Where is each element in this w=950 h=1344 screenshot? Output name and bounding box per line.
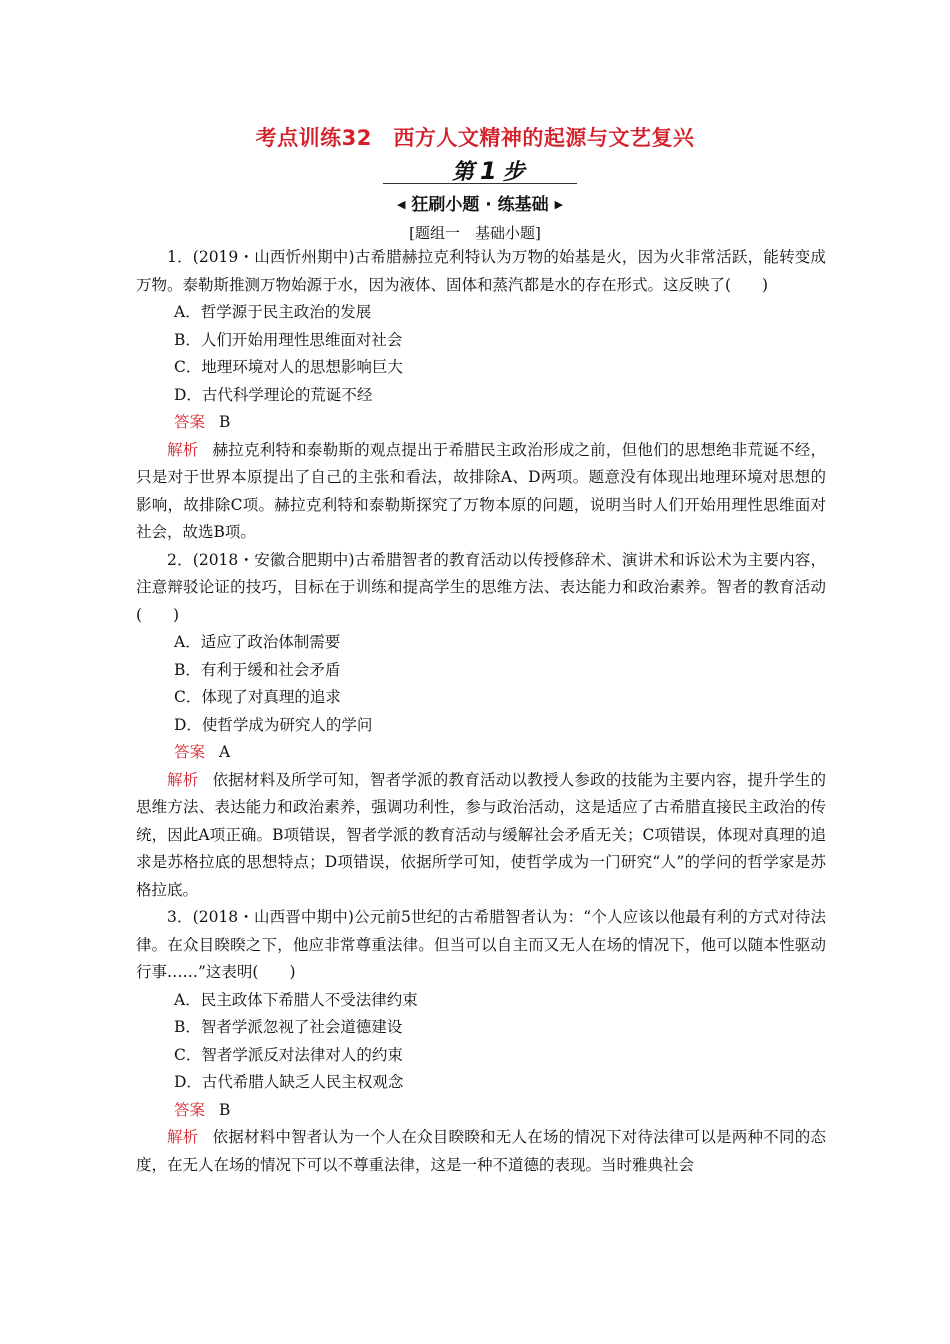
step-divider: [383, 183, 577, 184]
question-item: [136, 547, 826, 905]
answer-label: 答案: [174, 1100, 206, 1119]
question-stem: 1．(2019・山西忻州期中)古希腊赫拉克利特认为万物的始基是火，因为火非常活跃，能转变成万物。泰勒斯推测万物始源于水，因为液体、固体和蒸汽都是水的存在形式。这反映了( ): [136, 248, 826, 294]
option-b: B．智者学派忽视了社会道德建设: [174, 1018, 403, 1036]
step-number: 1: [480, 157, 501, 185]
step-suffix: 步: [502, 160, 529, 185]
step-prefix: 第: [452, 160, 479, 185]
step-subtitle: [383, 190, 577, 215]
question-stem: 3．(2018・山西晋中期中)公元前5世纪的古希腊智者认为：“个人应该以他最有利的方式对待法律。在众目睽睽之下，他应非常尊重法律。但当可以自主而又无人在场的情况下，他可以随本性驱动行事……”这表明( ): [136, 908, 826, 981]
explanation: [136, 767, 826, 905]
answer-line: [136, 409, 826, 437]
explanation-label: 解析: [167, 770, 199, 789]
explanation: [136, 437, 826, 547]
option-a: A．哲学源于民主政治的发展: [174, 303, 372, 321]
question-stem: 2．(2018・安徽合肥期中)古希腊智者的教育活动以传授修辞术、演讲术和诉讼术为主要内容，注意辩驳论证的技巧，目标在于训练和提高学生的思维方法、表达能力和政治素养。智者的教育活动( ): [136, 550, 826, 624]
step-subtitle-text: 狂刷小题 · 练基础: [411, 195, 549, 215]
answer-line: [136, 1097, 826, 1125]
option-a: A．民主政体下希腊人不受法律约束: [174, 990, 418, 1009]
left-arrow-icon: ◀: [396, 198, 406, 211]
explanation-text: 依据材料及所学可知，智者学派的教育活动以教授人参政的技能为主要内容，提升学生的思维方法、表达能力和政治素养，强调功利性，参与政治活动，这是适应了古希腊直接民主政治的传统，因此A项正确。B项错误，智者学派的教育活动与缓解社会矛盾无关；C项错误，体现对真理的追求是苏格拉底的思想特点；D项错误，依据所学可知，使哲学成为一门研究“人”的学问的哲学家是苏格拉底。: [136, 770, 826, 899]
question-item: [136, 904, 826, 1179]
question-list: [136, 244, 826, 1179]
option-d: D．使哲学成为研究人的学问: [174, 715, 373, 734]
answer-value: B: [219, 1100, 231, 1119]
option-a: A．适应了政治体制需要: [174, 633, 341, 651]
answer-label: 答案: [174, 413, 206, 431]
explanation: [136, 1124, 826, 1179]
option-b: B．有利于缓和社会矛盾: [174, 660, 341, 679]
right-arrow-icon: ▶: [554, 198, 564, 211]
explanation-label: 解析: [167, 1128, 199, 1146]
answer-value: A: [219, 743, 231, 761]
question-group-title: [题组一 基础小题]: [409, 224, 541, 242]
option-c: C．体现了对真理的追求: [174, 688, 341, 706]
option-c: C．地理环境对人的思想影响巨大: [174, 358, 403, 376]
question-item: [136, 244, 826, 547]
option-d: D．古代希腊人缺乏人民主权观念: [174, 1073, 404, 1091]
option-c: C．智者学派反对法律对人的约束: [174, 1045, 403, 1064]
answer-value: B: [219, 413, 231, 431]
explanation-text: 依据材料中智者认为一个人在众目睽睽和无人在场的情况下对待法律可以是两种不同的态度，在无人在场的情况下可以不尊重法律，这是一种不道德的表现。当时雅典社会: [136, 1128, 826, 1174]
option-d: D．古代科学理论的荒诞不经: [174, 385, 373, 404]
option-b: B．人们开始用理性思维面对社会: [174, 330, 403, 349]
answer-label: 答案: [174, 743, 206, 761]
explanation-text: 赫拉克利特和泰勒斯的观点提出于希腊民主政治形成之前，但他们的思想绝非荒诞不经，只是对于世界本原提出了自己的主张和看法，故排除A、D两项。题意没有体现出地理环境对思想的影响，故排除C项。赫拉克利特和泰勒斯探究了万物本原的问题，说明当时人们开始用理性思维面对社会，故选B项。: [136, 440, 826, 541]
explanation-label: 解析: [167, 440, 199, 459]
page-title: 考点训练32 西方人文精神的起源与文艺复兴: [255, 126, 695, 150]
step-badge: [452, 155, 529, 185]
answer-line: [136, 739, 826, 767]
